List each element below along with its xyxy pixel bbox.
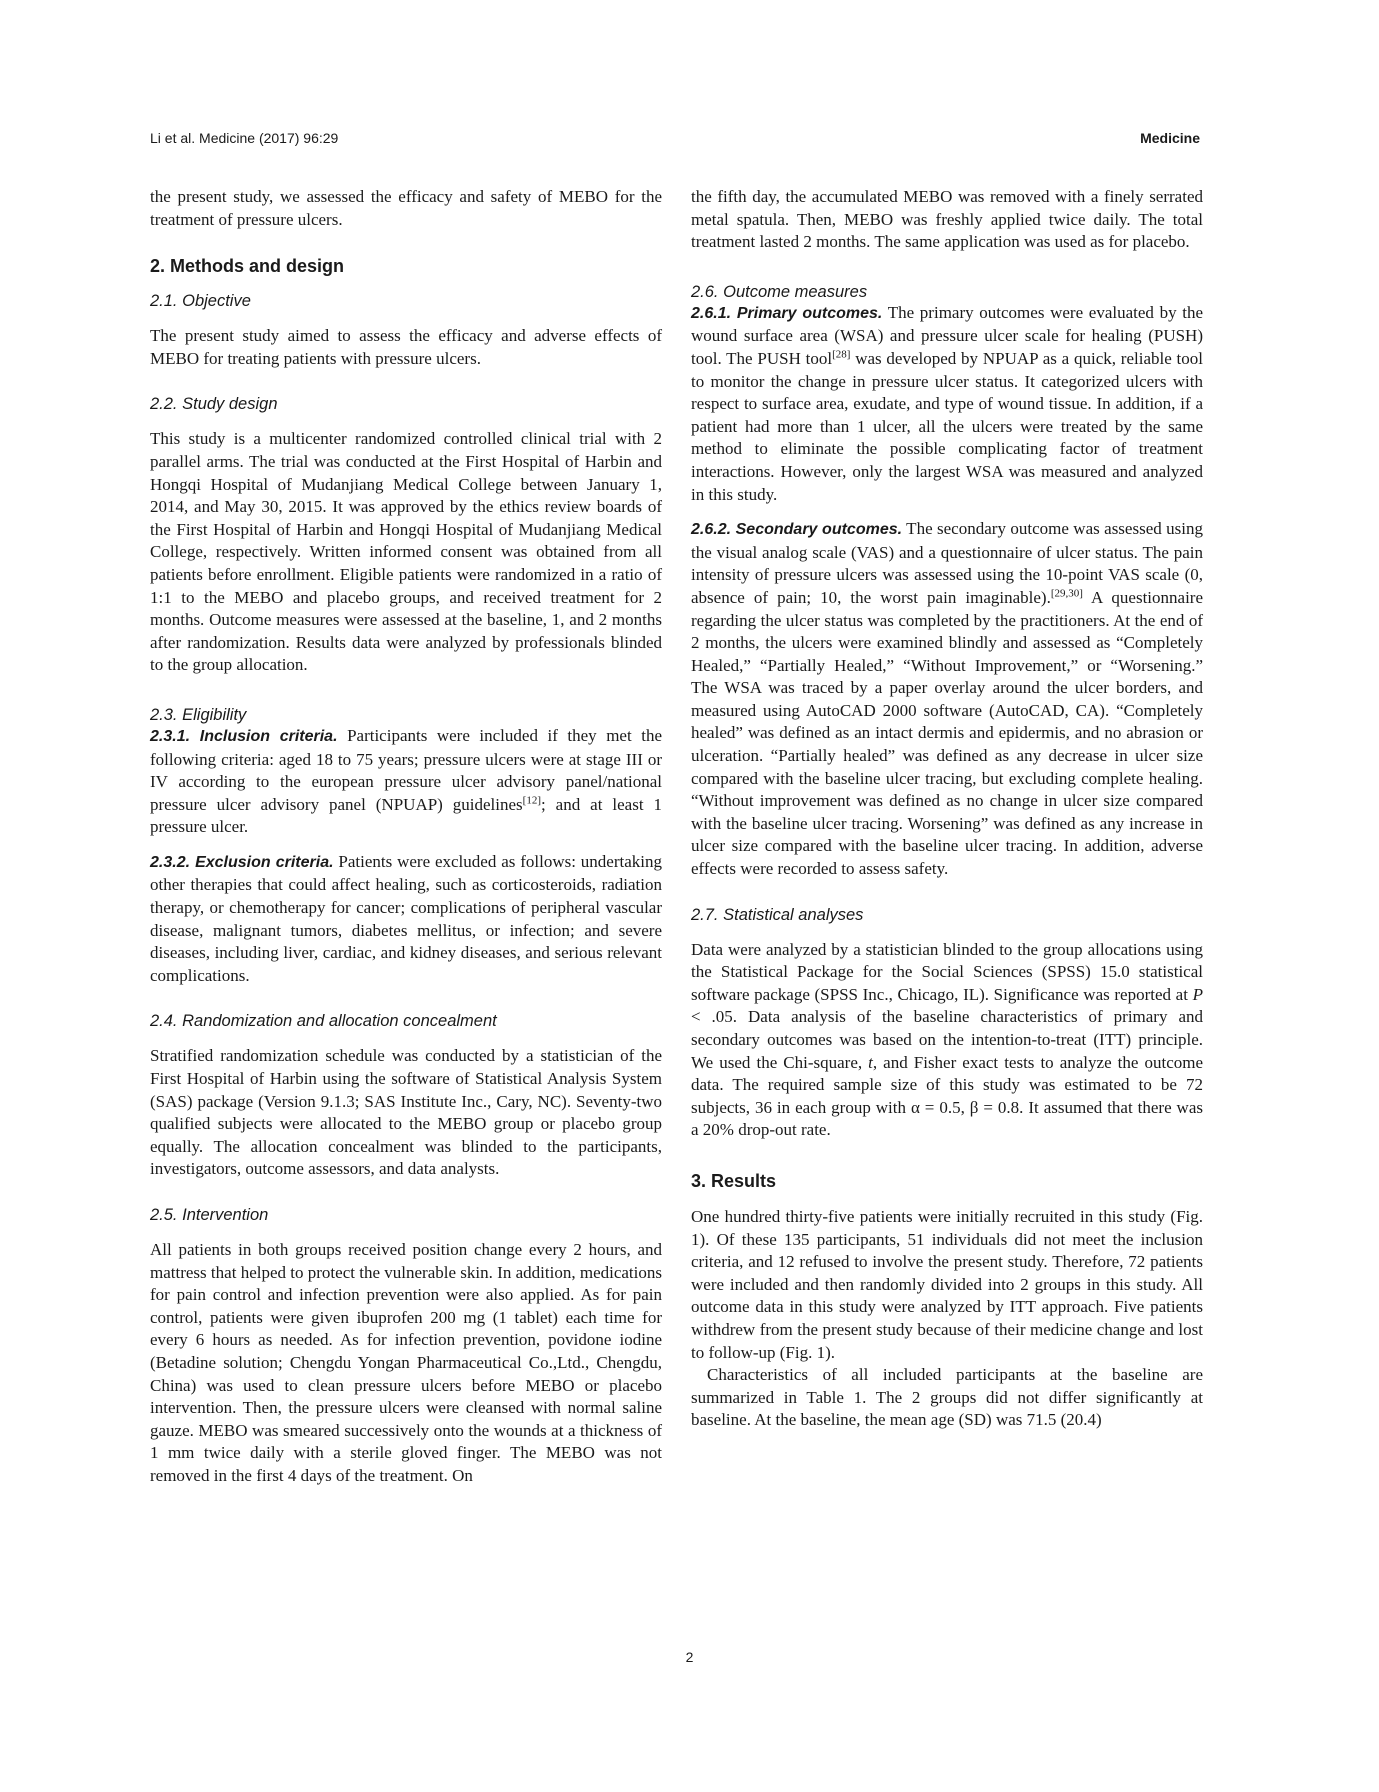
randomization-paragraph: Stratified randomization schedule was conducted by a statistician of the First Hospital of Harbin using the software of Statistical Analysis System (SAS) package (Version 9.1.3; SAS Institute Inc., Cary, NC). Seventy-two qualified subjects were allocated to the MEBO group or placebo group equally. The allocation concealment was blinded to the participants, investigators, outcome assessors, and data analysts. <box>150 1046 662 1179</box>
primary-outcomes-text-b: was developed by NPUAP as a quick, reliable tool to monitor the change in pressure ulcer status. It categorized ulcers with respect to surface area, exudate, and type of wound tissue. In addition, if a patient had more than 1 ulcer, all the ulcers were treated by the same method to eliminate the possible complicating factor of treatment interactions. However, only the largest WSA was measured and analyzed in this study. <box>691 348 1203 504</box>
statistics-text-a: Data were analyzed by a statistician blinded to the group allocations using the Statistical Package for the Social Sciences (SPSS) 15.0 statistical software package (SPSS Inc., Chicago, IL). Significance was reported at <box>691 939 1203 1004</box>
t-symbol: t <box>868 1052 873 1072</box>
section-2-4-heading: 2.4. Randomization and allocation concealment <box>150 1012 497 1031</box>
exclusion-criteria-paragraph <box>150 851 662 988</box>
left-column <box>150 186 662 1488</box>
intervention-continued-paragraph: the fifth day, the accumulated MEBO was removed with a finely serrated metal spatula. Then, MEBO was freshly applied twice daily. The total treatment lasted 2 months. The same application was used as for placebo. <box>691 187 1203 252</box>
primary-outcomes-paragraph <box>691 302 1203 506</box>
secondary-outcomes-text-a: The secondary outcome was assessed using the visual analog scale (VAS) and a questionnaire of ulcer status. The pain intensity of pressure ulcers was assessed using the 10-point VAS scale (0, absence of pain; 10, the worst pain imaginable). <box>691 519 1203 607</box>
results-paragraph-1: One hundred thirty-five patients were initially recruited in this study (Fig. 1). Of these 135 participants, 51 individuals did not meet the inclusion criteria, and 12 refused to involve the present study. Therefore, 72 patients were included and then randomly divided into 2 groups in this study. All outcome data in this study were analyzed by ITT approach. Five patients withdrew from the present study because of their medicine change and lost to follow-up (Fig. 1). <box>691 1206 1203 1362</box>
inclusion-criteria-text-b: ; and at least 1 pressure ulcer. <box>150 794 662 837</box>
reference-12: [12] <box>522 794 541 807</box>
secondary-outcomes-paragraph <box>691 518 1203 881</box>
secondary-outcomes-label: 2.6.2. Secondary outcomes. <box>691 521 903 539</box>
inclusion-criteria-label: 2.3.1. Inclusion criteria. <box>150 727 338 745</box>
statistics-text-b: < .05. Data analysis of the baseline characteristics of primary and secondary outcomes was based on the intention-to-treat (ITT) principle. We used the Chi-square, <box>691 1007 1203 1072</box>
intro-end-paragraph: the present study, we assessed the efficacy and safety of MEBO for the treatment of pressure ulcers. <box>150 187 662 229</box>
section-2-2-heading: 2.2. Study design <box>150 395 278 414</box>
section-2-6-heading: 2.6. Outcome measures <box>691 282 868 301</box>
exclusion-criteria-text: Patients were excluded as follows: undertaking other therapies that could affect healing, such as corticosteroids, radiation therapy, or chemotherapy for cancer; complications of peripheral vascular disease, malignant tumors, diabetes mellitus, or infection; and severe diseases, including liver, cardiac, and kidney diseases, and serious relevant complications. <box>150 851 662 985</box>
section-2-7-heading: 2.7. Statistical analyses <box>691 905 864 924</box>
objective-paragraph: The present study aimed to assess the efficacy and adverse effects of MEBO for treating patients with pressure ulcers. <box>150 326 662 368</box>
running-header-journal: Medicine <box>1140 130 1200 146</box>
statistics-text-c: , and Fisher exact tests to analyze the outcome data. The required sample size of this study was estimated to be 72 subjects, 36 in each group with α = 0.5, β = 0.8. It assumed that there was a 20% drop-out rate. <box>691 1052 1204 1140</box>
right-column <box>691 186 1203 1432</box>
reference-28: [28] <box>832 348 851 361</box>
results-paragraph-2: Characteristics of all included participants at the baseline are summarized in Table 1. The 2 groups did not differ significantly at baseline. At the baseline, the mean age (SD) was 71.5 (20.4) <box>691 1365 1203 1430</box>
secondary-outcomes-text-b: A questionnaire regarding the ulcer status was completed by the practitioners. At the end of 2 months, the ulcers were examined blindly and assessed as “Completely Healed,” “Partially Healed,” “Without Improvement,” or “Worsening.” The WSA was traced by a paper overlay around the ulcer borders, and measured using AutoCAD 2000 software (AutoCAD, CA). “Completely healed” was defined as an intact dermis and epidermis, and no abrasion or ulceration. “Partially healed” was defined as any decrease in ulcer size compared with the baseline ulcer tracing, but excluding complete healing. “Without improvement was defined as no change in ulcer size compared with the baseline ulcer tracing. Worsening” was defined as any increase in ulcer size compared with the baseline ulcer tracing. In addition, adverse effects were recorded to assess safety. <box>691 587 1203 879</box>
section-2-3-heading: 2.3. Eligibility <box>150 705 247 724</box>
section-3-heading: 3. Results <box>691 1170 777 1191</box>
exclusion-criteria-label: 2.3.2. Exclusion criteria. <box>150 853 334 871</box>
primary-outcomes-text-a: The primary outcomes were evaluated by the wound surface area (WSA) and pressure ulcer scale for healing (PUSH) tool. The PUSH tool <box>691 302 1204 368</box>
reference-29-30: [29,30] <box>1050 587 1083 600</box>
running-header-citation: Li et al. Medicine (2017) 96:29 <box>150 130 339 146</box>
section-2-5-heading: 2.5. Intervention <box>150 1206 269 1224</box>
statistical-analyses-paragraph <box>691 939 1203 1142</box>
intervention-paragraph: All patients in both groups received position change every 2 hours, and mattress that helped to protect the vulnerable skin. In addition, medications for pain control and infection prevention were also applied. As for pain control, patients were given ibuprofen 200 mg (1 tablet) each time for every 6 hours as needed. As for infection prevention, povidone iodine (Betadine solution; Chengdu Yongan Pharmaceutical Co.,Ltd., Chengdu, China) was used to clean pressure ulcers before MEBO or placebo intervention. Then, the pressure ulcers were cleansed with normal saline gauze. MEBO was smeared successively onto the wounds at a thickness of 1 mm twice daily with a sterile gloved finger. The MEBO was not removed in the first 4 days of the treatment. On <box>150 1240 662 1485</box>
primary-outcomes-label: 2.6.1. Primary outcomes. <box>691 304 883 322</box>
section-2-heading: 2. Methods and design <box>150 256 345 277</box>
study-design-paragraph: This study is a multicenter randomized controlled clinical trial with 2 parallel arms. The trial was conducted at the First Hospital of Harbin and Hongqi Hospital of Mudanjiang Medical College between January 1, 2014, and May 30, 2015. It was approved by the ethics review boards of the First Hospital of Harbin and Hongqi Hospital of Mudanjiang Medical College, respectively. Written informed consent was obtained from all patients before enrollment. Eligible patients were randomized in a ratio of 1:1 to the MEBO and placebo groups, and received treatment for 2 months. Outcome measures were assessed at the baseline, 1, and 2 months after randomization. Results data were analyzed by professionals blinded to the group allocation. <box>150 429 662 675</box>
page-number: 2 <box>685 1649 694 1665</box>
inclusion-criteria-text-a: Participants were included if they met the following criteria: aged 18 to 75 years; pressure ulcers were at stage III or IV according to the european pressure ulcer advisory panel/national pressure ulcer advisory panel (NPUAP) guidelines <box>150 725 662 814</box>
section-2-1-heading: 2.1. Objective <box>150 292 251 311</box>
inclusion-criteria-paragraph <box>150 725 662 839</box>
p-symbol: P <box>1192 984 1203 1004</box>
